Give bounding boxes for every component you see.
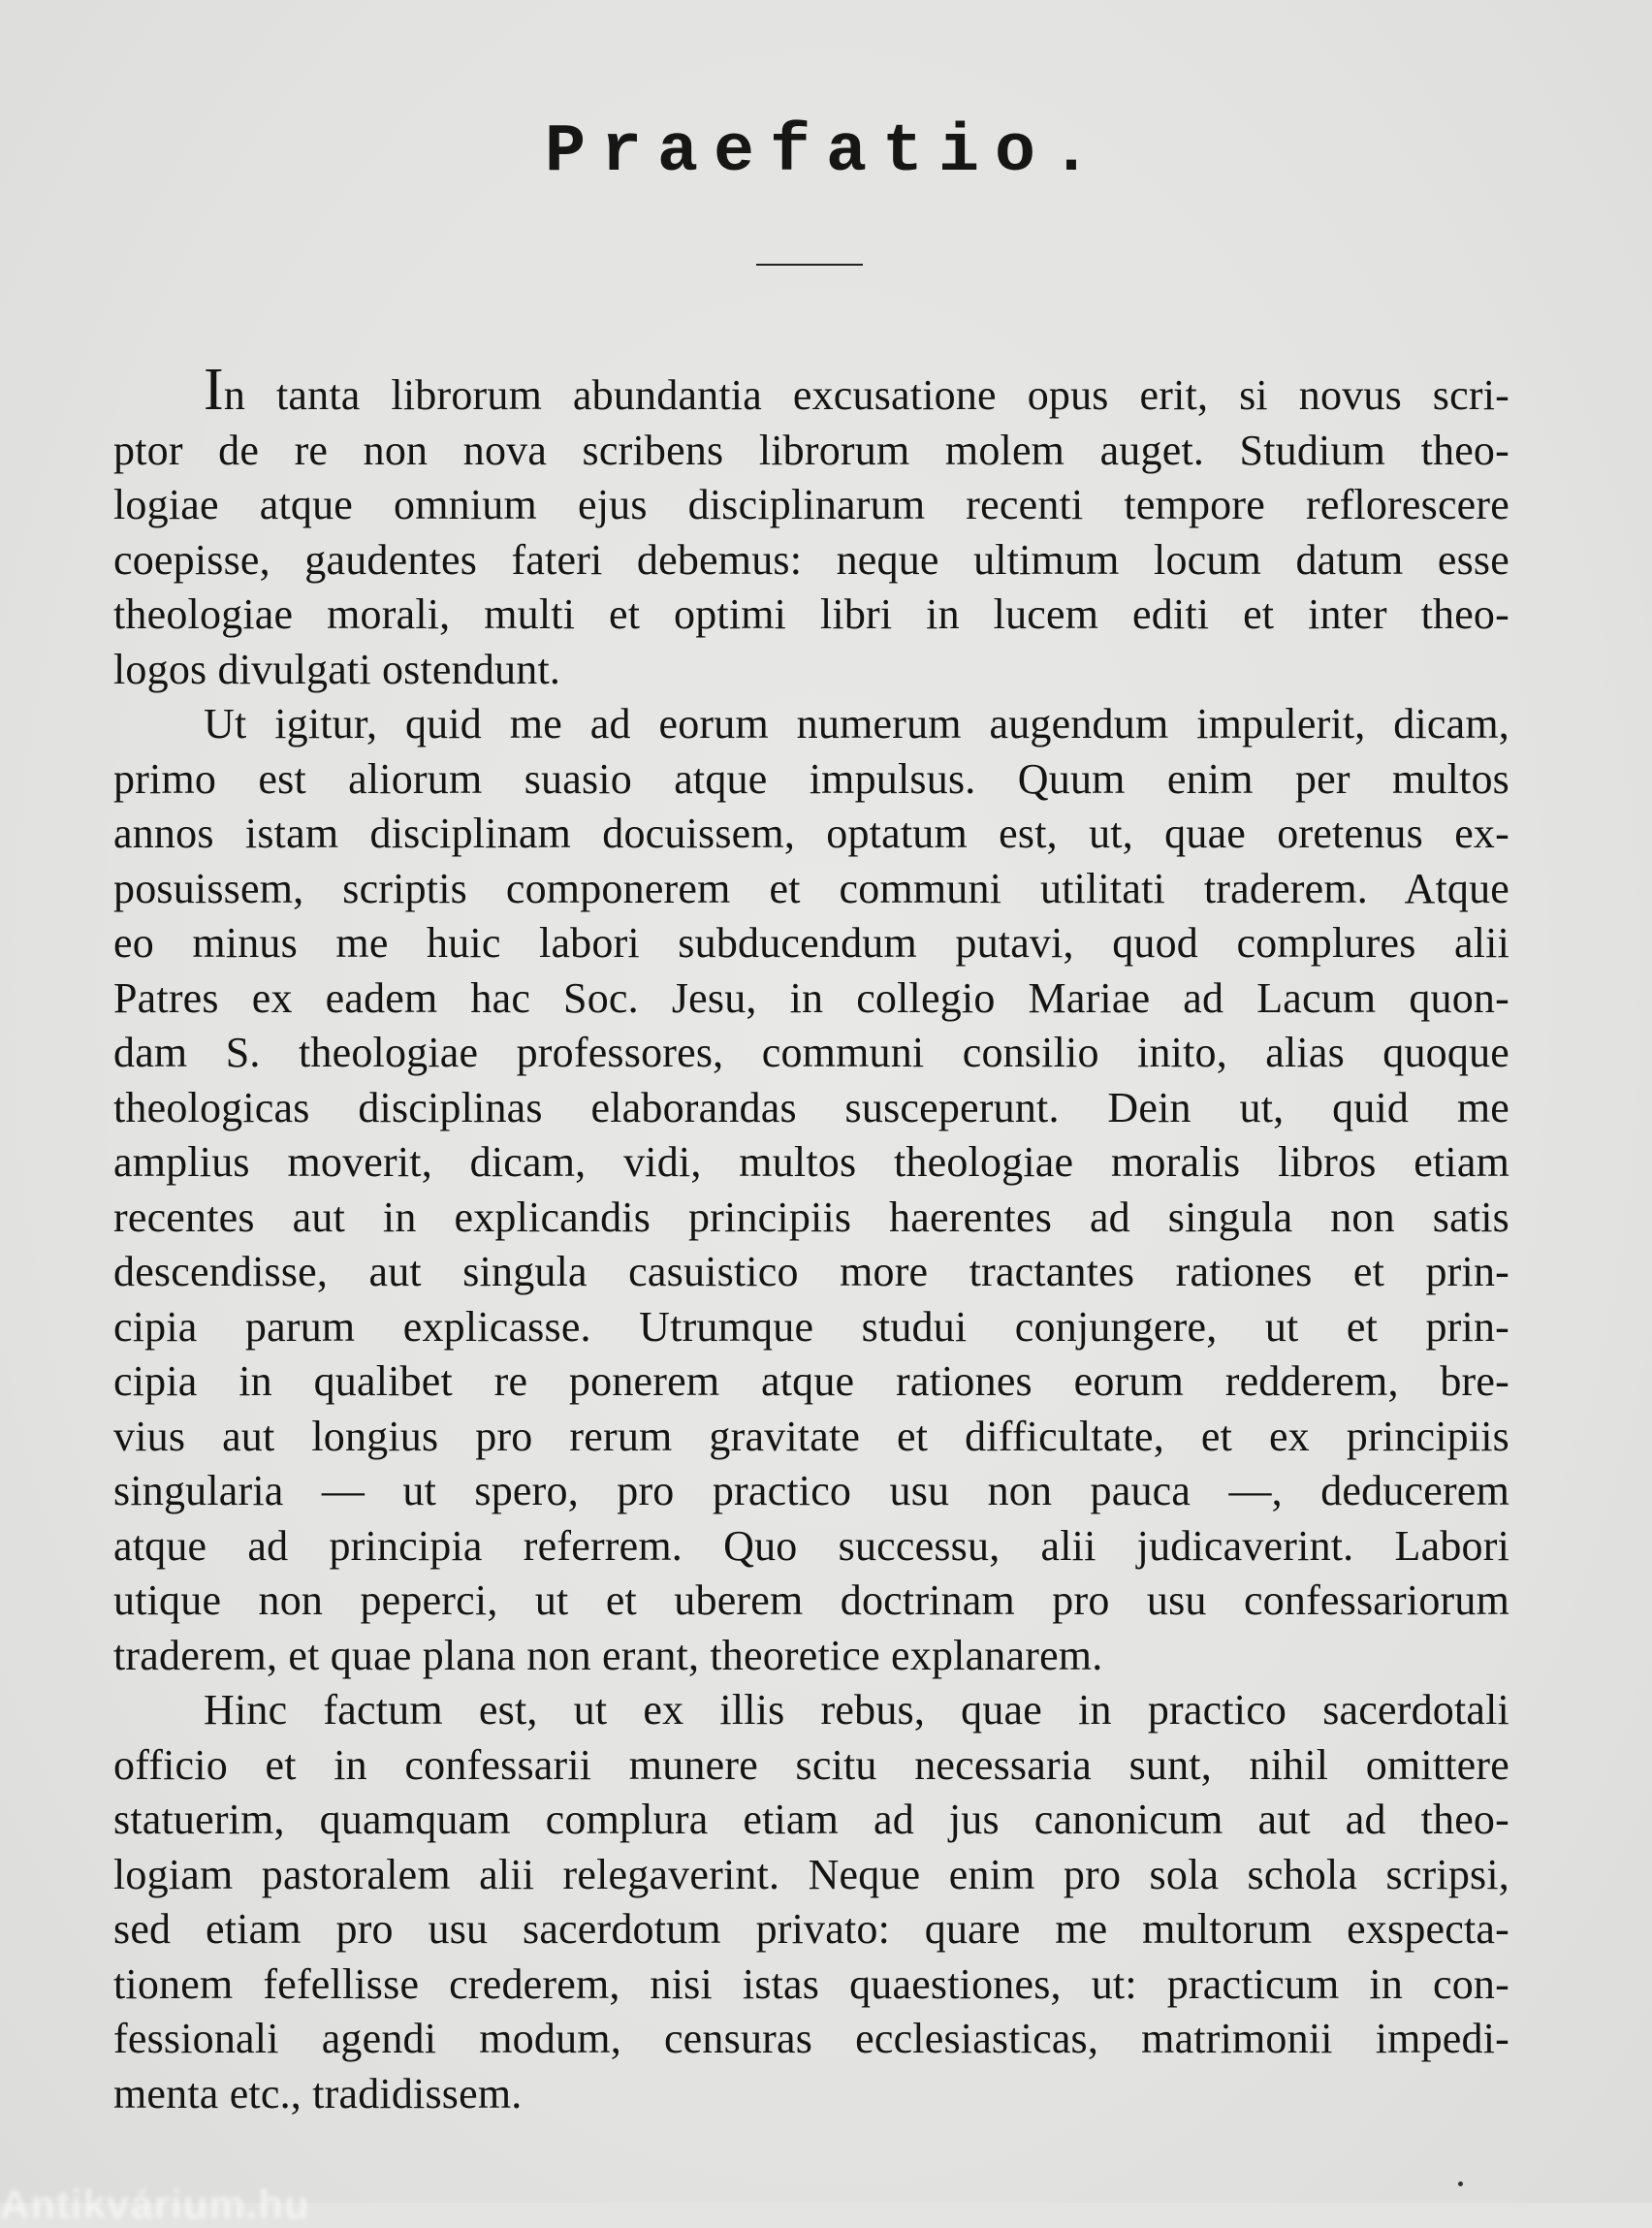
text-line: theologicas disciplinas elaborandas susceperunt. Dein ut, quid me bbox=[113, 1083, 1509, 1131]
text-line: singularia — ut spero, pro practico usu non pauca —, deducerem bbox=[113, 1467, 1509, 1514]
page-title: Praefatio. bbox=[544, 114, 1108, 191]
text-line: theologiae morali, multi et optimi libri in lucem editi et inter theo- bbox=[113, 590, 1509, 638]
text-line: statuerim, quamquam complura etiam ad jus canonicum aut ad theo- bbox=[113, 1796, 1509, 1843]
text-line: logiae atque omnium ejus disciplinarum recenti tempore reflorescere bbox=[113, 481, 1509, 528]
paragraph-1 bbox=[113, 357, 1509, 697]
text-line: logiam pastoralem alii relegaverint. Neque enim pro sola schola scripsi, bbox=[113, 1850, 1509, 1898]
text-line: Hinc factum est, ut ex illis rebus, quae in practico sacerdotali bbox=[204, 1686, 1509, 1734]
text-line: fessionali agendi modum, censuras ecclesiasticas, matrimonii impedi- bbox=[113, 2015, 1509, 2062]
text-line: annos istam disciplinam docuissem, optatum est, ut, quae oretenus ex- bbox=[113, 810, 1509, 857]
text-line: In tanta librorum abundantia excusatione opus erit, si novus scri- bbox=[204, 357, 1509, 423]
text-line: menta etc., tradidissem. bbox=[113, 2069, 523, 2117]
watermark: Antikvárium.hu bbox=[0, 2181, 310, 2227]
text-line: amplius moverit, dicam, vidi, multos theologiae moralis libros etiam bbox=[113, 1138, 1509, 1186]
text-line: ptor de re non nova scribens librorum molem auget. Studium theo- bbox=[113, 426, 1509, 474]
text-line: vius aut longius pro rerum gravitate et difficultate, et ex principiis bbox=[113, 1412, 1509, 1460]
text-line: atque ad principia referrem. Quo successu, alii judicaverint. Labori bbox=[113, 1521, 1509, 1570]
text-line: logos divulgati ostendunt. bbox=[113, 645, 561, 693]
text-line: eo minus me huic labori subducendum putavi, quod complures alii bbox=[113, 919, 1509, 967]
text-line: Ut igitur, quid me ad eorum numerum augendum impulerit, dicam, bbox=[204, 700, 1509, 748]
text-line: Patres ex eadem hac Soc. Jesu, in collegio Mariae ad Lacum quon- bbox=[113, 973, 1509, 1022]
drop-cap: I bbox=[204, 357, 224, 423]
text-line: primo est aliorum suasio atque impulsus. Quum enim per multos bbox=[113, 754, 1509, 803]
text-line: tionem fefellisse crederem, nisi istas quaestiones, ut: practicum in con- bbox=[113, 1959, 1509, 2008]
text-line: posuissem, scriptis componerem et communi utilitati traderem. Atque bbox=[113, 864, 1509, 912]
paragraph-2 bbox=[113, 697, 1509, 1683]
text-line: recentes aut in explicandis principiis haerentes ad singula non satis bbox=[113, 1193, 1509, 1241]
text-line: utique non peperci, ut et uberem doctrinam pro usu confessariorum bbox=[113, 1576, 1509, 1624]
preface-body bbox=[113, 357, 1509, 2121]
ink-speck bbox=[1458, 2181, 1463, 2186]
text-line: sed etiam pro usu sacerdotum privato: quare me multorum exspecta- bbox=[113, 1905, 1509, 1953]
paragraph-3 bbox=[113, 1683, 1509, 2121]
text-line: coepisse, gaudentes fateri debemus: neque ultimum locum datum esse bbox=[113, 535, 1509, 584]
title-rule-divider bbox=[756, 264, 863, 266]
text-line: cipia parum explicasse. Utrumque studui conjungere, ut et prin- bbox=[113, 1302, 1509, 1351]
text-line: traderem, et quae plana non erant, theoretice explanarem. bbox=[113, 1631, 1103, 1679]
text-line: dam S. theologiae professores, communi consilio inito, alias quoque bbox=[113, 1029, 1509, 1076]
text-line: cipia in qualibet re ponerem atque rationes eorum redderem, bre- bbox=[113, 1357, 1509, 1405]
text-line: descendisse, aut singula casuistico more tractantes rationes et prin- bbox=[113, 1248, 1509, 1295]
text-line: officio et in confessarii munere scitu necessaria sunt, nihil omittere bbox=[113, 1740, 1509, 1789]
